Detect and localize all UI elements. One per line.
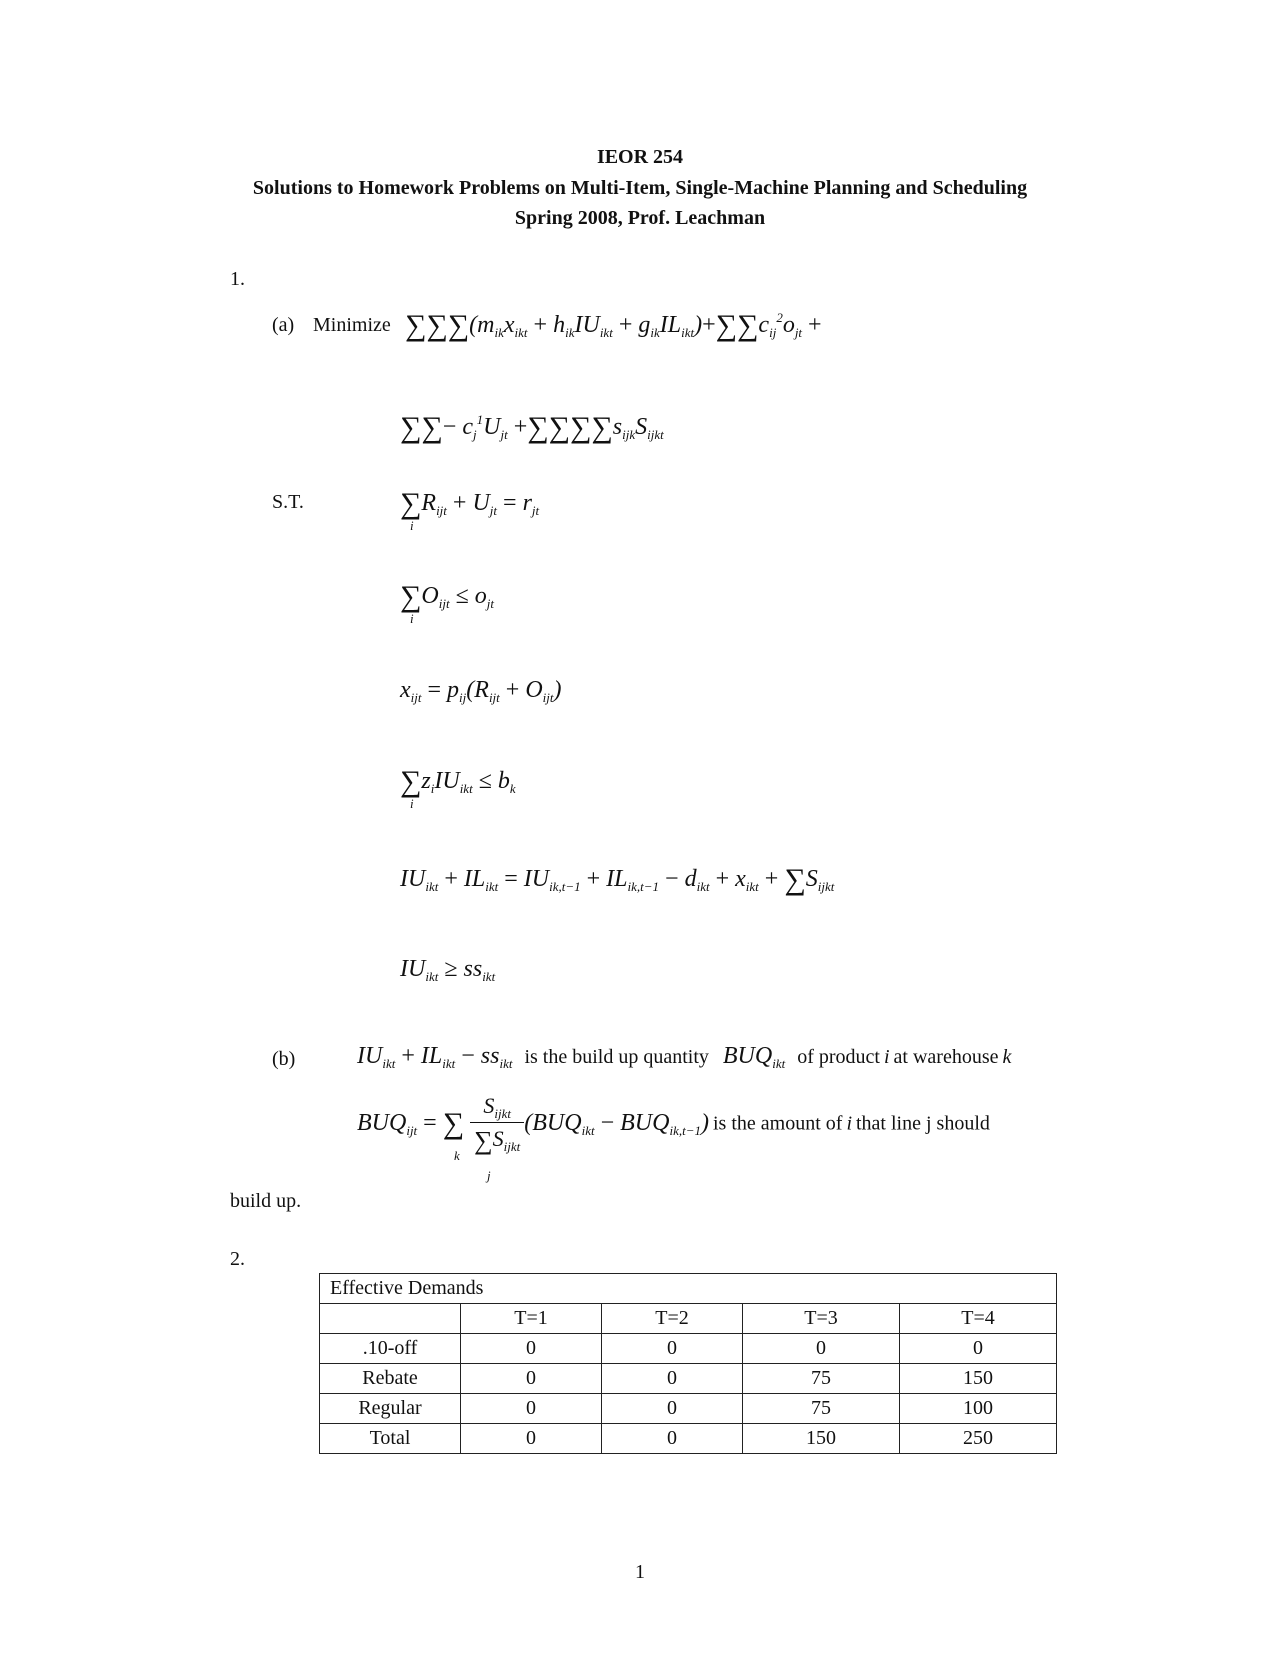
- table-row: [320, 1334, 1057, 1364]
- table-cell: 0: [900, 1334, 1057, 1364]
- amount-text-a: is the amount of: [713, 1112, 843, 1135]
- table-cell: 150: [743, 1424, 900, 1454]
- table-cell: 250: [900, 1424, 1057, 1454]
- problem-1-number: 1.: [230, 268, 245, 290]
- table-cell: 0: [602, 1364, 743, 1394]
- table-row: [320, 1364, 1057, 1394]
- table-cell: 0: [602, 1424, 743, 1454]
- table-row: [320, 1394, 1057, 1424]
- constraint-4: $\sum z_iIU_{ikt} \le b_k$: [400, 765, 516, 798]
- table-row: [320, 1424, 1057, 1454]
- table-cell: 0: [461, 1364, 602, 1394]
- header-cell: T=2: [602, 1304, 743, 1334]
- constraint-5: $IU_{ikt} + IL_{ikt} = IU_{ik,t-1} + IL_{ik,t-1} - d_{ikt} + x_{ikt} + \sum S_{ijkt}$: [400, 863, 835, 896]
- header-cell: T=4: [900, 1304, 1057, 1334]
- table-caption-row: [320, 1274, 1057, 1304]
- buildup-expression: $IU_{ikt} + IL_{ikt} - ss_{ikt}$: [357, 1043, 513, 1071]
- table-cell: 0: [602, 1334, 743, 1364]
- row-label: Regular: [320, 1394, 461, 1424]
- minimize-label: Minimize: [313, 314, 391, 336]
- buildup-text-1: is the build up quantity: [524, 1046, 709, 1068]
- constraint-1: $\sum R_{ijt} + U_{jt} = r_{jt}$: [400, 487, 540, 520]
- header-cell: T=1: [461, 1304, 602, 1334]
- part-b-line-1: [357, 1043, 1011, 1072]
- table-cell: 75: [743, 1394, 900, 1424]
- sum-index-k: k: [454, 1148, 460, 1163]
- constraint-1-index: i: [410, 518, 414, 533]
- row-label: Total: [320, 1424, 461, 1454]
- course-title: IEOR 254: [596, 146, 684, 168]
- buildup-tail: build up.: [230, 1190, 302, 1212]
- part-b-line-2: [357, 1093, 990, 1155]
- objective-line-1: $\sum\sum\sum(m_{ik}x_{ikt} + h_{ik}IU_{ikt} + g_{ik}IL_{ikt})+\sum\sum c_{ij}^2o_{jt}$ +: [405, 309, 822, 342]
- buildup-text-2b: i: [883, 1046, 890, 1068]
- buildup-text-2d: k: [1002, 1046, 1012, 1068]
- table-caption: Effective Demands: [320, 1274, 1057, 1304]
- buildup-text-2a: of product: [797, 1046, 880, 1068]
- table-cell: 0: [461, 1394, 602, 1424]
- amount-text-c: that line j should: [856, 1112, 990, 1135]
- st-label: S.T.: [272, 491, 304, 513]
- objective-line-2: ∑∑− $c_j^1U_{jt} +\sum\sum\sum\sum s_{ijk}S_{ijkt}$: [400, 411, 664, 444]
- document-title: Solutions to Homework Problems on Multi-Item, Single-Machine Planning and Scheduling: [252, 177, 1028, 199]
- buildup-text-2c: at warehouse: [893, 1046, 999, 1068]
- constraint-4-index: i: [410, 796, 414, 811]
- constraint-2: $\sum O_{ijt} \le o_{jt}$: [400, 580, 494, 613]
- table-cell: 100: [900, 1394, 1057, 1424]
- part-b-label: (b): [272, 1048, 296, 1070]
- buq-line-expression: $BUQ_{ijt}$ = ∑ $\frac{S_{ijkt}}{\sum S_{ijkt}}$ $(BUQ_{ikt} - BUQ_{ik,t-1})$: [357, 1093, 709, 1155]
- amount-text-b: i: [846, 1112, 852, 1135]
- row-label: .10-off: [320, 1334, 461, 1364]
- header-cell: T=3: [743, 1304, 900, 1334]
- table-cell: 0: [602, 1394, 743, 1424]
- table-cell: 150: [900, 1364, 1057, 1394]
- sum-index-j: j: [487, 1168, 491, 1183]
- part-a-label: (a): [272, 314, 295, 336]
- constraint-3: $x_{ijt} = p_{ij}(R_{ijt} + O_{ijt})$: [400, 677, 562, 705]
- constraint-6: $IU_{ikt} \ge ss_{ikt}$: [400, 956, 496, 984]
- table-cell: 0: [743, 1334, 900, 1364]
- buq-symbol: $BUQ_{ikt}$: [722, 1043, 786, 1071]
- row-label: Rebate: [320, 1364, 461, 1394]
- header-cell: [320, 1304, 461, 1334]
- constraint-2-index: i: [410, 611, 414, 626]
- page-number: 1: [635, 1561, 645, 1583]
- effective-demands-table: [319, 1273, 1057, 1454]
- document-term: Spring 2008, Prof. Leachman: [514, 207, 766, 229]
- problem-2-number: 2.: [230, 1248, 245, 1270]
- table-cell: 0: [461, 1424, 602, 1454]
- table-cell: 75: [743, 1364, 900, 1394]
- table-cell: 0: [461, 1334, 602, 1364]
- table-header-row: [320, 1304, 1057, 1334]
